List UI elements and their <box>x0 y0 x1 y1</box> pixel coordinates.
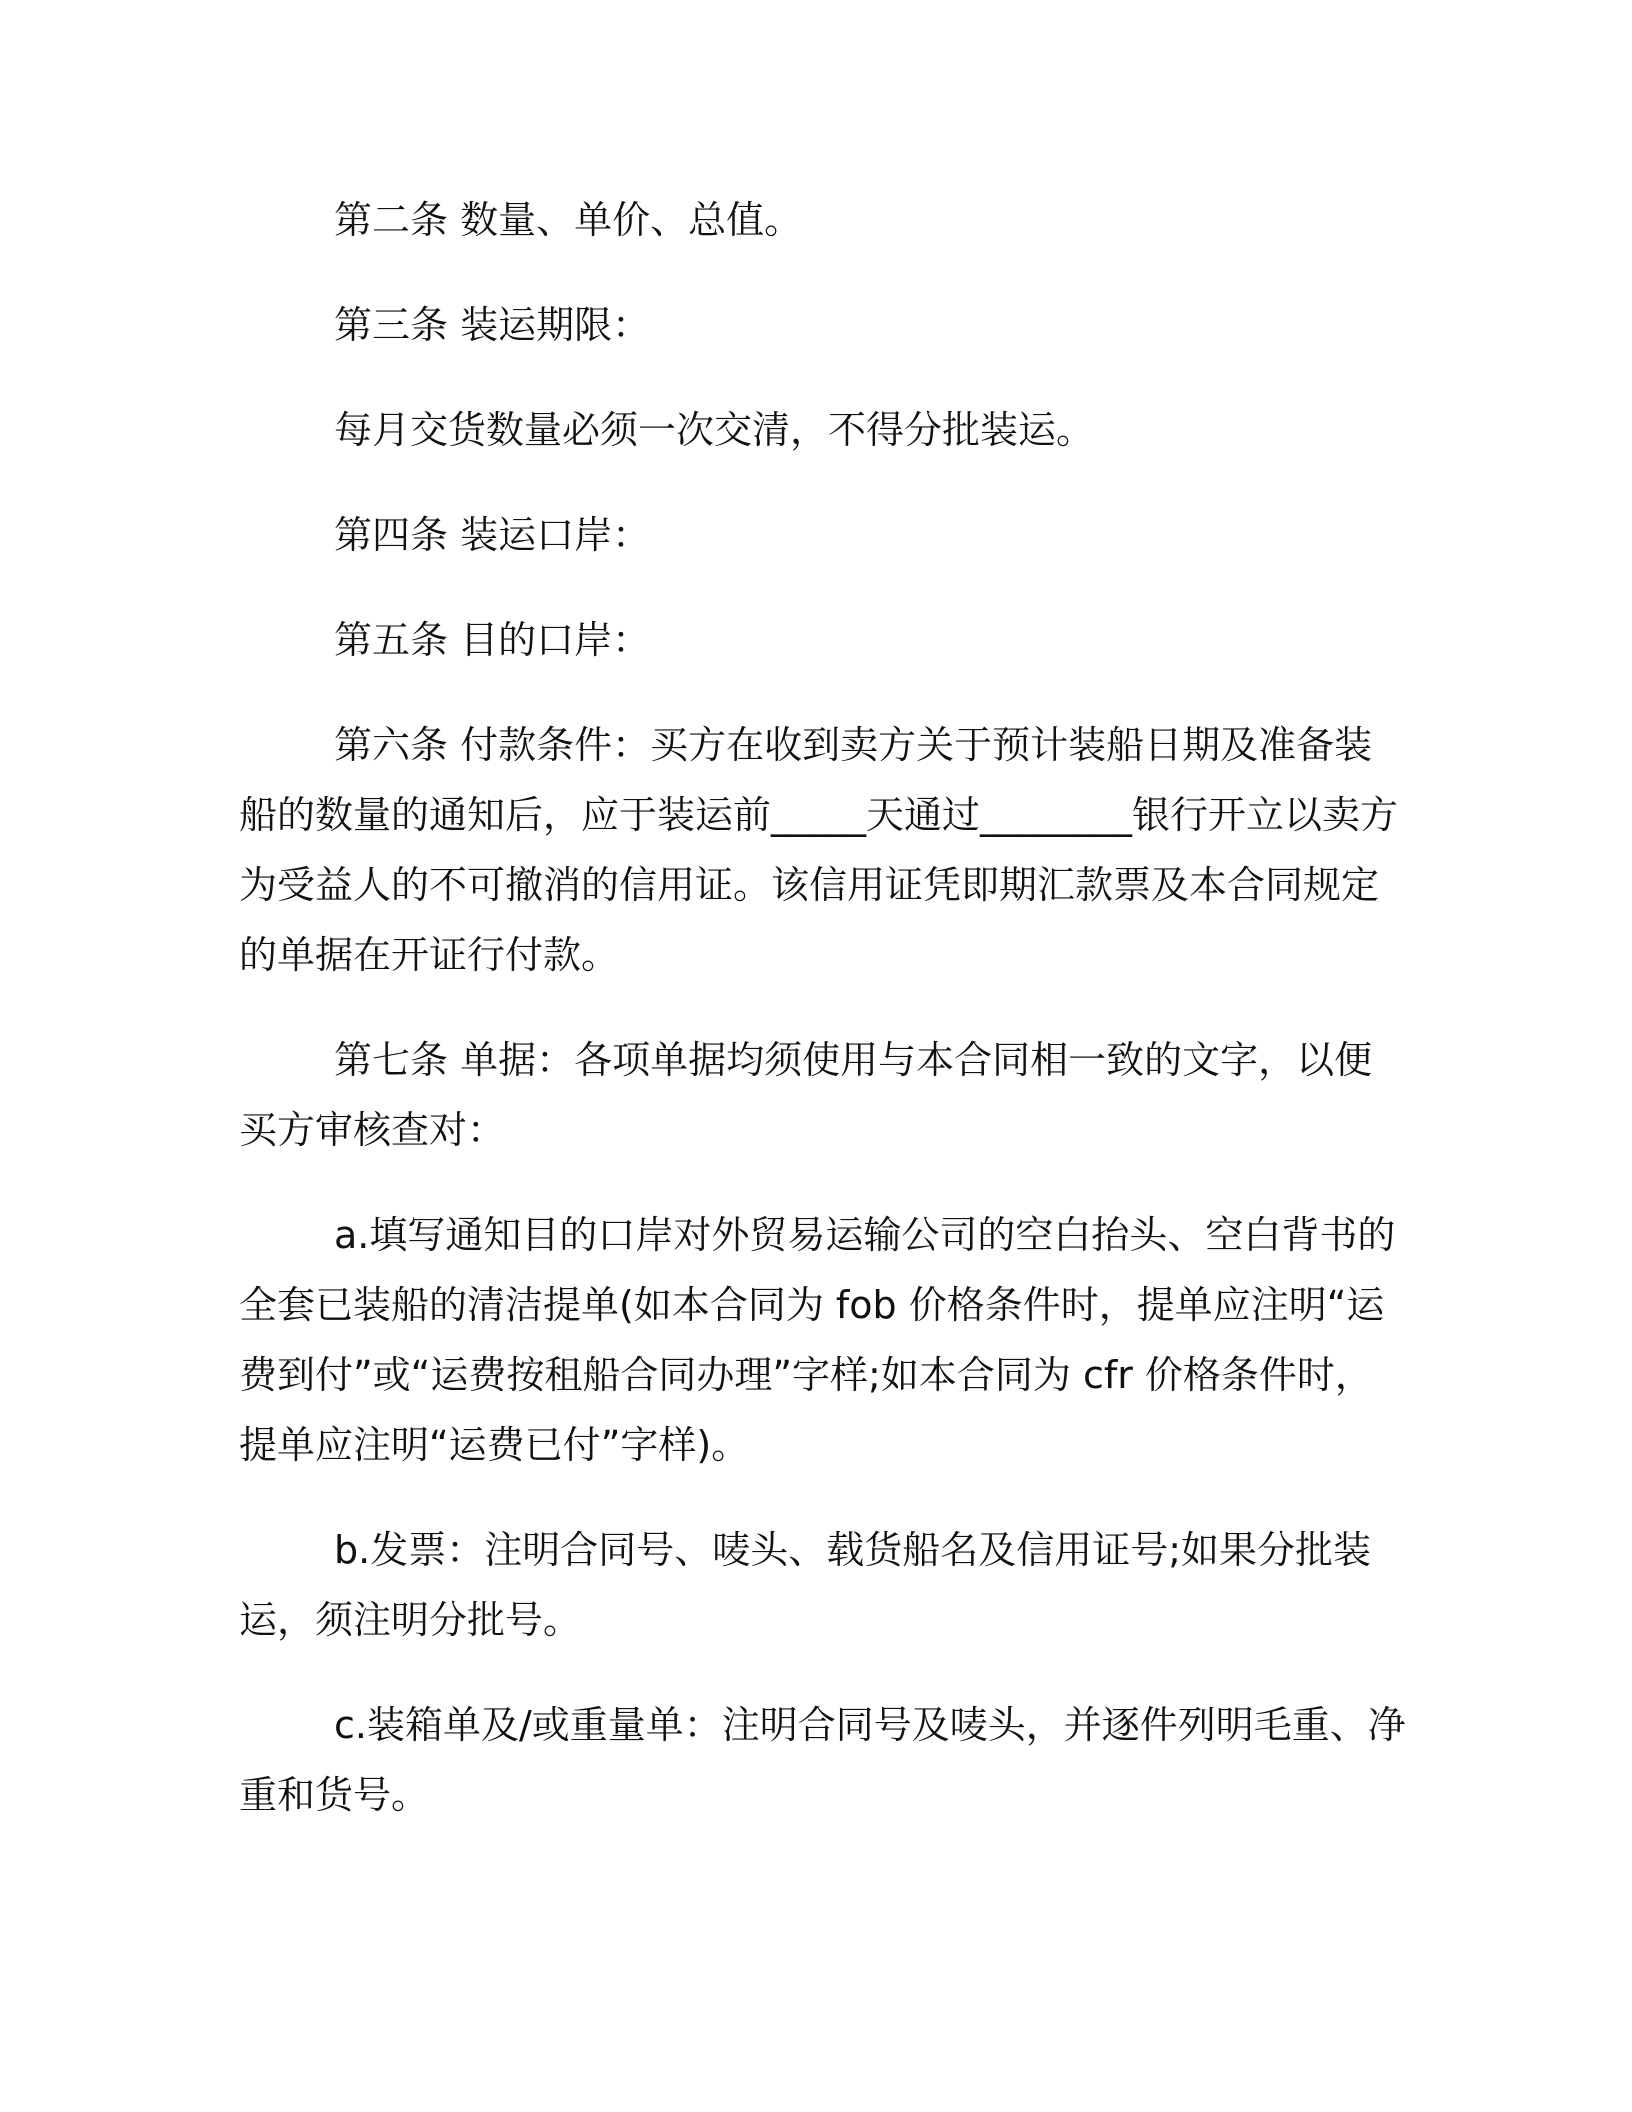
clause-3-detail: 每月交货数量必须一次交清，不得分批装运。 <box>334 408 1095 452</box>
clause-4-loading-port: 第四条 装运口岸： <box>334 513 651 557</box>
clause-2-quantity-price: 第二条 数量、单价、总值。 <box>334 198 803 242</box>
clause-7-item-a: a.填写通知目的口岸对外贸易运输公司的空白抬头、空白背书的全套已装船的清洁提单(如本合同为 fob 价格条件时，提单应注明“运费到付”或“运费按租船合同办理”字样;如本合同为 cfr 价格条件时，提单应注明“运费已付”字样)。 <box>239 1213 1396 1467</box>
clause-7-item-b: b.发票：注明合同号、唛头、载货船名及信用证号;如果分批装运，须注明分批号。 <box>239 1528 1372 1642</box>
clause-6-payment-terms: 第六条 付款条件：买方在收到卖方关于预计装船日期及准备装船的数量的通知后，应于装运前_____天通过________银行开立以卖方为受益人的不可撤消的信用证。该信用证凭即期汇款票及本合同规定的单据在开证行付款。 <box>239 723 1399 977</box>
clause-7-documents: 第七条 单据：各项单据均须使用与本合同相一致的文字，以便买方审核查对： <box>239 1038 1373 1152</box>
clause-7-item-c: c.装箱单及/或重量单：注明合同号及唛头，并逐件列明毛重、净重和货号。 <box>239 1703 1406 1817</box>
clause-5-destination-port: 第五条 目的口岸： <box>334 618 651 662</box>
document-body <box>239 185 1409 1865</box>
clause-3-shipment-period: 第三条 装运期限： <box>334 303 651 347</box>
